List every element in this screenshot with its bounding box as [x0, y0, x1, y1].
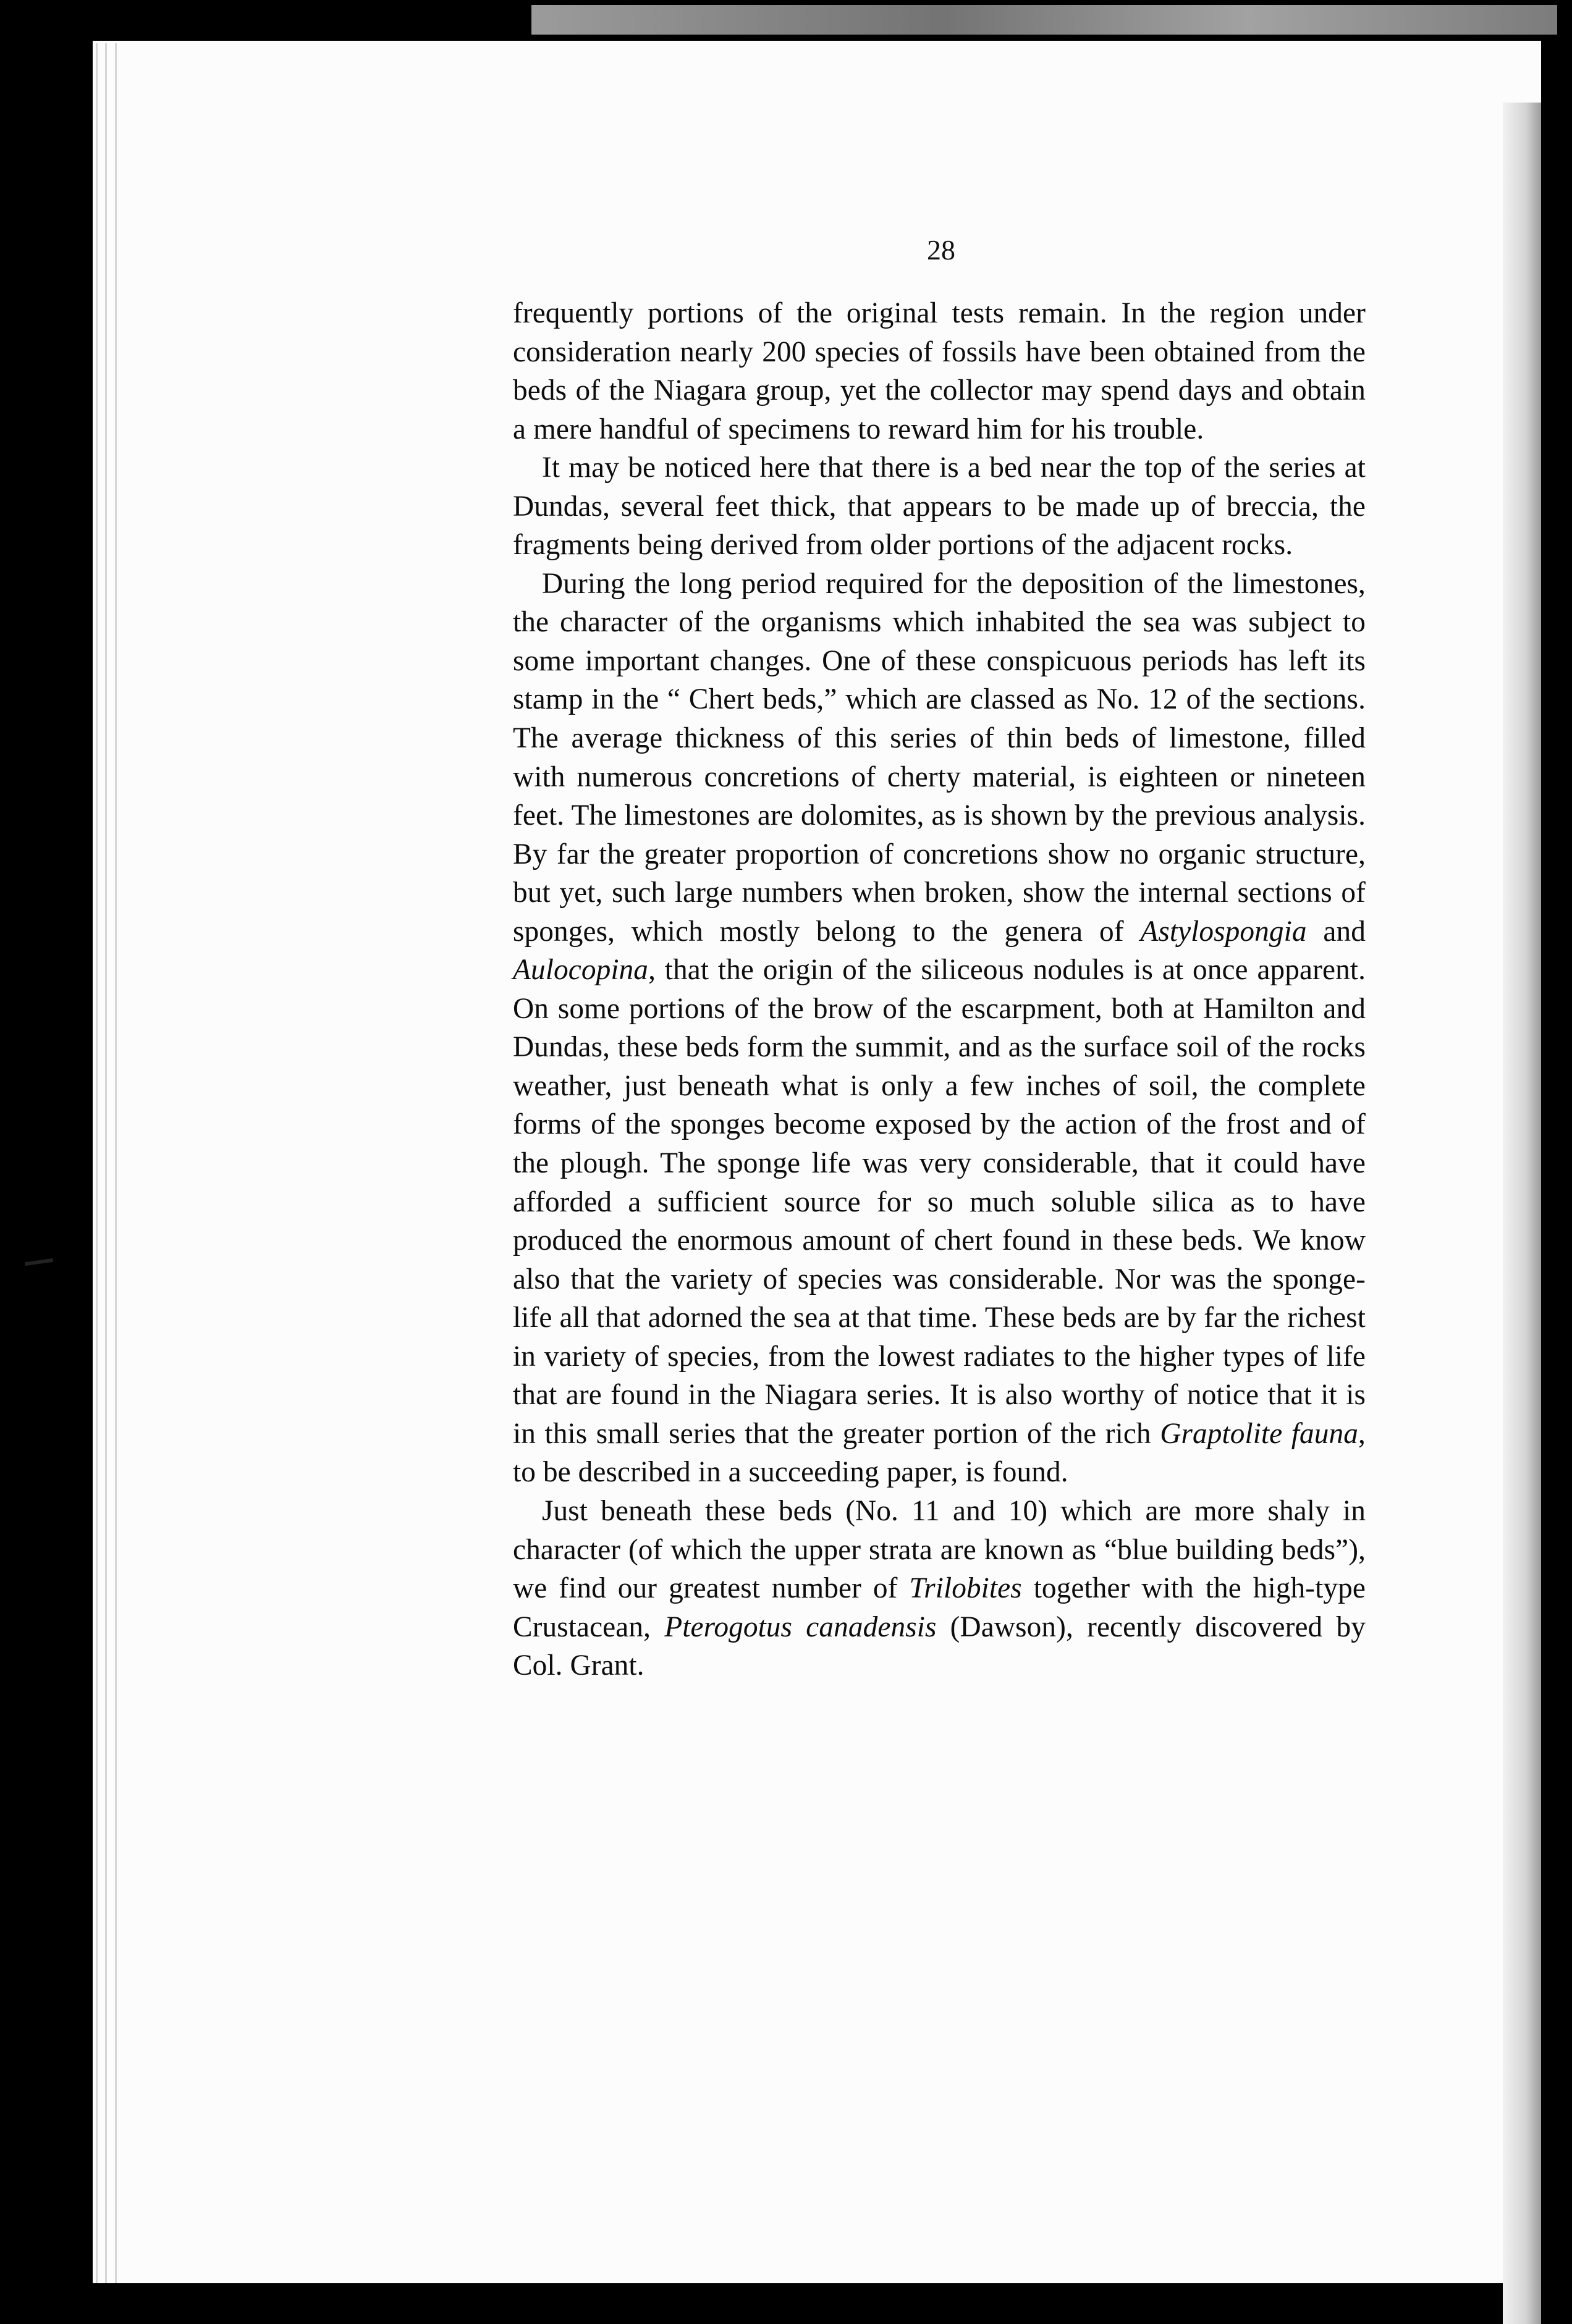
italic-term: Pterogotus canadensis	[664, 1610, 937, 1643]
text-run: , to be described in a succeeding paper, is found.	[513, 1417, 1366, 1489]
page-gutter-shadow	[1503, 103, 1541, 2324]
text-run: Just beneath these beds (No. 11 and 10) which are more shaly in character (of which the upper strata are known as “blue building beds”), we find our greatest number of	[513, 1494, 1366, 1605]
scan-speck	[25, 1258, 53, 1266]
italic-term: Graptolite fauna	[1160, 1417, 1359, 1450]
paragraph	[513, 294, 1366, 448]
italic-term: Trilobites	[909, 1572, 1022, 1605]
text-run: and	[1306, 915, 1366, 948]
scan-edge-band	[531, 5, 1557, 35]
italic-term: Aulocopina	[513, 954, 649, 987]
text-run: During the long period required for the deposition of the limestones, the character of the organisms which inhabited the sea was subject to some important changes. One of these conspicuous periods has left its stamp in the “ Chert beds,” which are classed as No. 12 of the sections. The average thickness of this series of thin beds of limestone, filled with numerous concretions of cherty material, is eighteen or nineteen feet. The limestones are dolomites, as is shown by the previous analysis. By far the greater proportion of concretions show no organic structure, but yet, such large numbers when broken, show the internal sections of sponges, which mostly belong to the genera of	[513, 567, 1366, 948]
text-run: together with the high-type Crustacean,	[513, 1572, 1366, 1643]
italic-term: Astylospongia	[1140, 915, 1307, 948]
page-edge-line	[96, 43, 98, 2283]
paragraph	[513, 1492, 1366, 1685]
paragraph	[513, 565, 1366, 1492]
paragraph	[513, 448, 1366, 565]
page-number: 28	[927, 234, 955, 266]
text-run: frequently portions of the original tests remain. In the region under consideration nearly 200 species of fossils have been obtained from the beds of the Niagara group, yet the collector may spend days and obtain a mere handful of specimens to reward him for his trouble.	[513, 297, 1366, 445]
body-text	[513, 294, 1366, 1685]
page-edge-line	[115, 43, 117, 2283]
text-run: , that the origin of the siliceous nodules is at once apparent. On some portions of the brow of the escarpment, both at Hamilton and Dundas, these beds form the summit, and as the surface soil of the rocks weather, just beneath what is only a few inches of soil, the complete forms of the sponges become exposed by the action of the frost and of the plough. The sponge life was very considerable, that it could have afforded a sufficient source for so much soluble silica as to have produced the enormous amount of chert found in these beds. We know also that the variety of species was considerable. Nor was the sponge-life all that adorned the sea at that time. These beds are by far the richest in variety of species, from the lowest radiates to the higher types of life that are found in the Niagara series. It is also worthy of notice that it is in this small series that the greater portion of the rich	[513, 954, 1366, 1450]
text-run: (Dawson), recently discovered by Col. Grant.	[513, 1610, 1366, 1682]
page-edge-line	[105, 43, 107, 2283]
text-run: It may be noticed here that there is a bed near the top of the series at Dundas, several feet thick, that appears to be made up of breccia, the fragments being derived from older portions of the adjacent rocks.	[513, 452, 1366, 562]
